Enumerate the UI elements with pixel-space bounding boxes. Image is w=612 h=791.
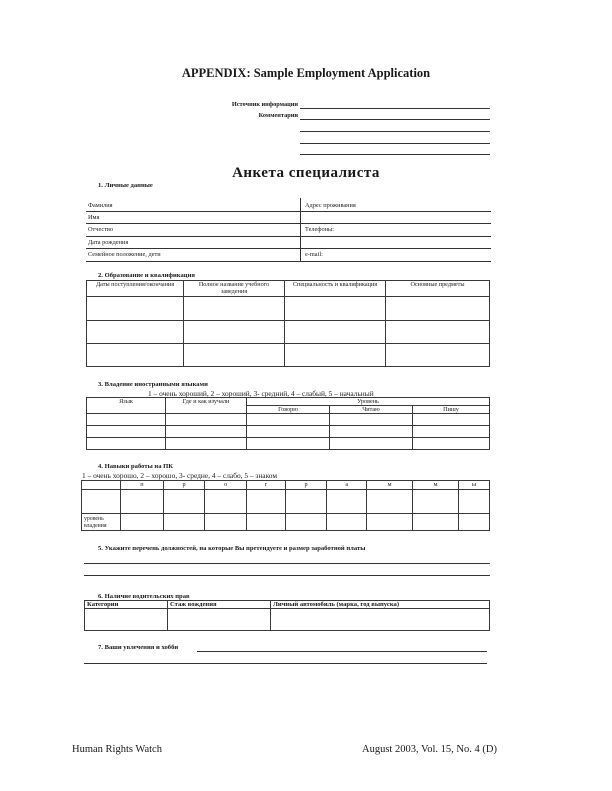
column-header: о xyxy=(205,481,247,490)
comments-field-line-3[interactable] xyxy=(300,143,490,144)
personal-data-block xyxy=(86,198,491,262)
cell[interactable] xyxy=(459,490,490,514)
pc-skills-table xyxy=(81,480,490,531)
comments-label: Комментарии xyxy=(258,112,298,119)
cell[interactable] xyxy=(87,414,166,426)
column-header: Где и как изучали xyxy=(166,398,247,414)
cell[interactable] xyxy=(168,609,271,631)
section6-heading: 6. Наличие водительских прав xyxy=(98,593,190,600)
license-table xyxy=(84,600,490,631)
field-line[interactable] xyxy=(86,223,491,224)
cell[interactable] xyxy=(413,414,490,426)
cell[interactable] xyxy=(285,321,386,344)
cell[interactable] xyxy=(205,490,247,514)
cell[interactable] xyxy=(386,321,490,344)
cell[interactable] xyxy=(413,490,459,514)
field-label: Имя xyxy=(88,214,100,221)
cell[interactable] xyxy=(271,609,490,631)
cell[interactable] xyxy=(85,609,168,631)
cell[interactable] xyxy=(285,490,327,514)
field-label: Фамилия xyxy=(88,202,113,209)
cell[interactable] xyxy=(87,344,184,367)
cell[interactable] xyxy=(121,490,164,514)
cell[interactable] xyxy=(367,490,413,514)
cell[interactable] xyxy=(184,297,285,321)
divider xyxy=(300,198,301,262)
positions-line-2[interactable] xyxy=(84,575,490,576)
language-scale: 1 – очень хороший, 2 – хороший, 3- средний, 4 – слабый, 5 – начальный xyxy=(148,389,374,398)
cell[interactable] xyxy=(184,344,285,367)
footer-issue: August 2003, Vol. 15, No. 4 (D) xyxy=(362,744,497,755)
section4-heading: 4. Навыки работы на ПК xyxy=(98,463,174,470)
row-label: уровень владения xyxy=(82,514,121,531)
cell[interactable] xyxy=(87,426,166,438)
column-header: м xyxy=(367,481,413,490)
field-label: Адрес проживания xyxy=(305,202,356,209)
section1-heading: 1. Личные данные xyxy=(98,182,153,189)
cell[interactable] xyxy=(413,438,490,450)
comments-field-line-2[interactable] xyxy=(300,131,490,132)
field-label: Дата рождения xyxy=(88,239,129,246)
field-line[interactable] xyxy=(86,211,491,212)
column-header: г xyxy=(246,481,285,490)
page-title: APPENDIX: Sample Employment Application xyxy=(181,66,431,80)
cell[interactable] xyxy=(247,426,330,438)
form-title: Анкета специалиста xyxy=(232,165,380,181)
field-label: Отчество xyxy=(88,226,114,233)
cell[interactable] xyxy=(247,438,330,450)
cell[interactable] xyxy=(87,321,184,344)
column-header: м xyxy=(413,481,459,490)
education-table xyxy=(86,280,490,367)
cell[interactable] xyxy=(330,426,413,438)
field-label: Телефоны: xyxy=(305,226,334,233)
column-header: Полное название учебного заведения xyxy=(184,281,285,297)
source-label: Источник информации xyxy=(231,101,298,108)
column-header: Язык xyxy=(87,398,166,414)
cell[interactable] xyxy=(330,438,413,450)
column-header: п xyxy=(121,481,164,490)
cell[interactable] xyxy=(166,426,247,438)
cell[interactable] xyxy=(285,344,386,367)
cell[interactable] xyxy=(330,414,413,426)
field-line[interactable] xyxy=(86,261,491,262)
section5-heading: 5. Укажите перечень должностей, на которые Вы претендуете и размер заработной платы xyxy=(98,545,366,552)
cell[interactable] xyxy=(413,426,490,438)
column-header: Уровень xyxy=(247,398,490,406)
cell[interactable] xyxy=(205,514,247,531)
section2-heading: 2. Образование и квалификация xyxy=(98,272,195,279)
column-header: а xyxy=(327,481,367,490)
cell[interactable] xyxy=(121,514,164,531)
comments-field-line-1[interactable] xyxy=(300,119,490,120)
cell[interactable] xyxy=(459,514,490,531)
column-header: Основные предметы xyxy=(386,281,490,297)
footer-publisher: Human Rights Watch xyxy=(72,744,162,755)
cell[interactable] xyxy=(246,514,285,531)
languages-table xyxy=(86,397,490,450)
cell[interactable] xyxy=(166,414,247,426)
column-header: Категории xyxy=(85,601,168,609)
cell[interactable] xyxy=(386,297,490,321)
column-header: Специальность и квалификация xyxy=(285,281,386,297)
field-label: Семейное положение, дети xyxy=(88,251,161,258)
field-line[interactable] xyxy=(86,236,491,237)
section7-heading: 7. Ваши увлечения и хобби xyxy=(98,644,179,651)
hobbies-line-1[interactable] xyxy=(197,651,487,652)
cell[interactable] xyxy=(163,490,205,514)
cell[interactable] xyxy=(285,514,327,531)
positions-line-1[interactable] xyxy=(84,563,490,564)
section3-heading: 3. Владение иностранными языками xyxy=(98,381,208,388)
cell[interactable] xyxy=(327,514,367,531)
cell[interactable] xyxy=(82,490,121,514)
cell[interactable] xyxy=(413,514,459,531)
cell[interactable] xyxy=(163,514,205,531)
field-line[interactable] xyxy=(86,248,491,249)
cell[interactable] xyxy=(166,438,247,450)
column-header: Пишу xyxy=(413,406,490,414)
column-header: р xyxy=(163,481,205,490)
column-header: Даты поступления/окончания xyxy=(87,281,184,297)
comments-field-line-4[interactable] xyxy=(300,154,490,155)
field-label: e-mail: xyxy=(305,251,323,258)
corner-cell xyxy=(82,481,121,490)
cell[interactable] xyxy=(87,297,184,321)
cell[interactable] xyxy=(386,344,490,367)
cell[interactable] xyxy=(285,297,386,321)
column-header: Стаж вождения xyxy=(168,601,271,609)
cell[interactable] xyxy=(246,490,285,514)
column-header: ы xyxy=(459,481,490,490)
hobbies-line-2[interactable] xyxy=(84,663,487,664)
cell[interactable] xyxy=(87,438,166,450)
column-header: Личный автомобиль (марка, год выпуска) xyxy=(271,601,490,609)
cell[interactable] xyxy=(184,321,285,344)
column-header: Читаю xyxy=(330,406,413,414)
cell[interactable] xyxy=(247,414,330,426)
cell[interactable] xyxy=(327,490,367,514)
source-field-line[interactable] xyxy=(300,108,490,109)
cell[interactable] xyxy=(367,514,413,531)
pc-scale: 1 – очень хорошо, 2 – хорошо, 3- средне, 4 – слабо, 5 – знаком xyxy=(82,471,278,480)
column-header: Говорю xyxy=(247,406,330,414)
column-header: р xyxy=(285,481,327,490)
